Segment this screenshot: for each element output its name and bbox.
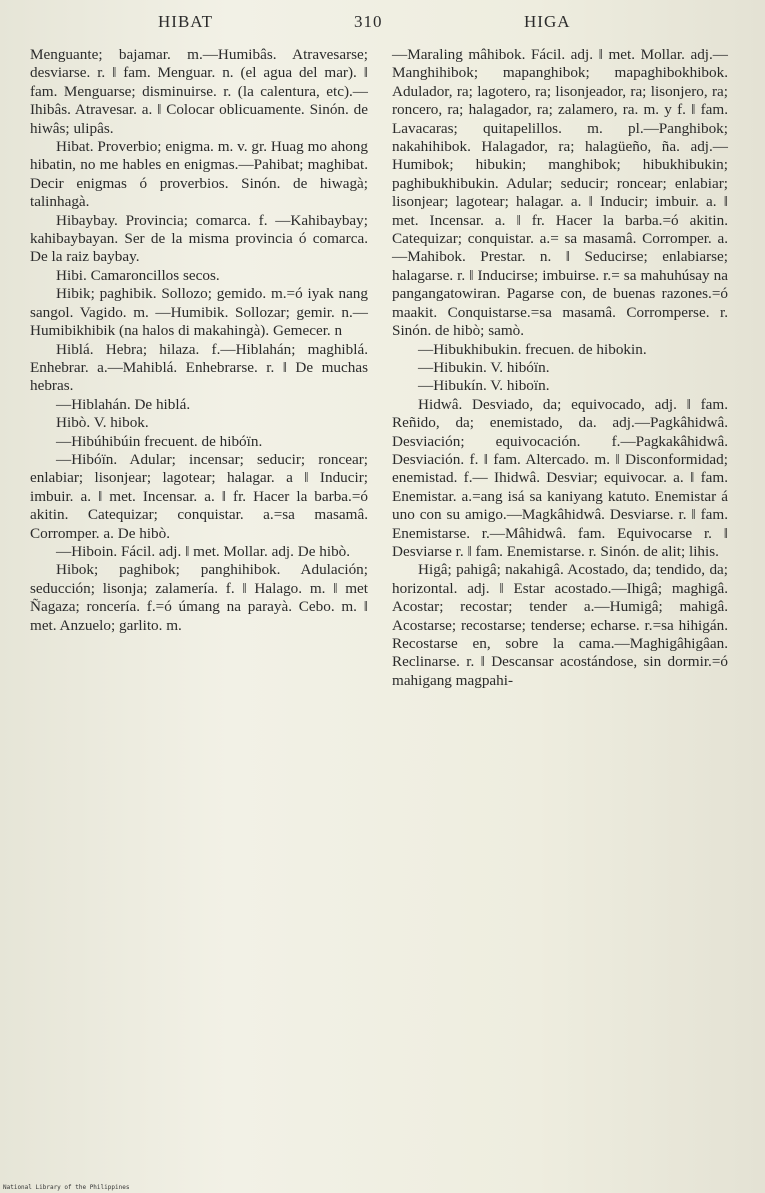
header-left-guide-word: HIBAT <box>158 12 214 31</box>
entry-hidwa: Hidwâ. Desviado, da; equivocado, adj. ‖ fam. Reñido, da; enemistado, da. adj.—Pagkâhidwâ. Desviación; equivocación. f.—Pagkakâhidwâ. Desviación. f. ‖ fam. Altercado. m. ‖ Disconformidad; enemistad. f.— Ihidwâ. Desviar; equivocar. a. ‖ fam. Enemistar. a.=ang isá sa kaniyang katuto. Enemistar á uno con su amigo.—Magkâhidwâ. Desviarse. r. ‖ fam. Enemistarse. r.—Mâhidwâ. fam. Equivocarse r. ‖ Desviarse r. ‖ fam. Enemistarse. r. Sinón. de alit; lihis. <box>392 395 728 560</box>
header-right-guide-word: HIGA <box>524 12 571 31</box>
entry-hibo: Hibò. V. hibok. <box>56 414 149 432</box>
entry-hibat: Hibat. Proverbio; enigma. m. v. gr. Huag mo ahong hibatin, no me hables en enigmas.—Pahibat; maghibat. Decir enigmas ó proverbios. Sinón. de hiwagà; talinhagà. <box>30 138 368 211</box>
entry-hibok: Hibok; paghibok; panghihibok. Adulación; seducción; lisonja; zalamería. f. ‖ Halago. m. ‖ met Ñagaza; roncería. f.=ó úmang na parayà. Cebo. m. ‖ met. Anzuelo; garlito. m. <box>30 561 368 634</box>
entry-hibukin-accent: —Hibukín. V. hiboïn. <box>418 377 550 395</box>
entry-hibukhibukin: —Hibukhibukin. frecuen. de hibokin. <box>418 340 647 358</box>
entry-hibukin: —Hibukin. V. hibóïn. <box>418 358 550 376</box>
entry-continuation: Menguante; bajamar. m.—Humibâs. Atravesarse; desviarse. r. ‖ fam. Menguar. n. (el agua del mar). ‖ fam. Menguarse; disminuirse. r. (la calentura, etc).—Ihibâs. Atravesar. a. ‖ Colocar oblicuamente. Sinón. de hiwâs; ulipâs. <box>30 46 368 137</box>
page-header <box>0 8 765 38</box>
entry-hibla: Hiblá. Hebra; hilaza. f.—Hiblahán; maghiblá. Enhebrar. a.—Mahiblá. Enhebrarse. r. ‖ De muchas hebras. <box>30 340 368 395</box>
library-credit: National Library of the Philippines <box>3 1184 130 1191</box>
entry-hibi: Hibi. Camaroncillos secos. <box>56 266 220 284</box>
right-column <box>392 46 728 690</box>
entry-hiblahan: —Hiblahán. De hiblá. <box>56 395 191 413</box>
entry-hiboin: —Hibóïn. Adular; incensar; seducir; roncear; enlabiar; lisonjear; lagotear; halagar. a ‖ Inducir; imbuir. a. ‖ met. Incensar. a. ‖ fr. Hacer la barba.=ó akitin. Catequizar; conquistar. a.=sa masamâ. Corromper. a. De hibò. <box>30 450 368 542</box>
left-column <box>30 46 368 635</box>
page-number: 310 <box>354 12 383 31</box>
entry-higa: Higâ; pahigâ; nakahigâ. Acostado, da; tendido, da; horizontal. adj. ‖ Estar acostado.—Ihigâ; maghigâ. Acostar; recostar; tender a.—Humigâ; mahigâ. Acostarse; recostarse; tenderse; echarse. r.=sa hihigán. Recostarse en, sobre la cama.—Maghigâhigâan. Reclinarse. r. ‖ Descansar acostándose, sin dormir.=ó mahigang magpahi- <box>392 561 728 689</box>
entry-hibok-continued: —Maraling mâhibok. Fácil. adj. ‖ met. Mollar. adj.—Manghihibok; mapanghibok; mapaghibokhibok. Adulador, ra; lagotero, ra; lisonjeador, ra; lisonjero, ra; roncero, ra; halagador, ra; zalamero, ra. m. y f. ‖ fam. Lavacaras; quitapelillos. m. pl.—Panghibok; nakahihibok. Halagador, ra; halagüeño, ña. adj.—Humibok; hibukin; manghibok; hibukhibukin; paghibukhibukin. Adular; seducir; roncear; enlabiar; lisonjear; lagotear; halagar. a. ‖ Inducir; imbuir. a. ‖ met. Incensar. a. ‖ fr. Hacer la barba.=ó akitin. Catequizar; conquistar. a.= sa masamâ. Corromper. a.—Mahibok. Prestar. n. ‖ Seducirse; enlabiarse; halagarse. r. ‖ Inducirse; imbuirse. r.= sa mahuhúsay na pangangatowiran. Pagarse con, de buenas razones.=ó maakit. Conquistarse.=sa masamâ. Corromperse. r. Sinón. de hibò; samò. <box>392 46 728 340</box>
entry-hibuhibuin: —Hibúhibúin frecuent. de hibóïn. <box>56 432 263 450</box>
entry-hibik: Hibik; paghibik. Sollozo; gemido. m.=ó iyak nang sangol. Vagido. m. —Humibik. Sollozar; gemir. n.— Humibikhibik (na halos di makahingà). Gemecer. n <box>30 285 368 340</box>
entry-hibaybay: Hibaybay. Provincia; comarca. f. —Kahibaybay; kahibaybayan. Ser de la misma provincia ó comarca. De la raiz baybay. <box>30 211 368 266</box>
entry-hiboin-adj: —Hiboin. Fácil. adj. ‖ met. Mollar. adj. De hibò. <box>56 542 351 560</box>
